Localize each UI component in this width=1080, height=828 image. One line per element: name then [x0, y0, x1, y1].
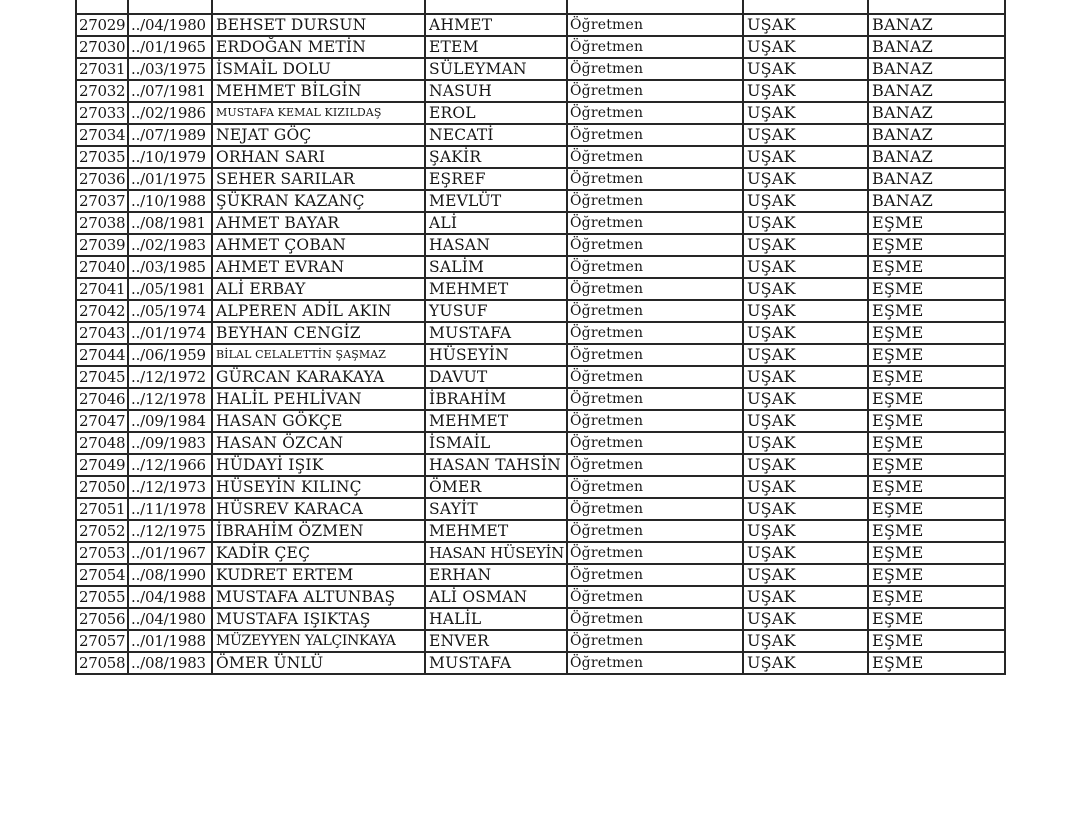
- full-name-cell: KUDRET ERTEM: [212, 564, 425, 586]
- full-name-cell: HASAN GÖKÇE: [212, 410, 425, 432]
- father-name-cell: SÜLEYMAN: [425, 58, 567, 80]
- city-cell: UŞAK: [743, 388, 868, 410]
- table-row: [76, 234, 1005, 256]
- job-title-cell: Öğretmen: [567, 652, 743, 674]
- full-name-cell: MUSTAFA ALTUNBAŞ: [212, 586, 425, 608]
- full-name-cell: ÖMER ÜNLÜ: [212, 652, 425, 674]
- full-name-cell: ALİ ERBAY: [212, 278, 425, 300]
- record-number-cell: 27037: [76, 190, 128, 212]
- city-cell: UŞAK: [743, 146, 868, 168]
- birth-date-cell: ../04/1980: [128, 608, 212, 630]
- full-name-cell: GÜRCAN KARAKAYA: [212, 366, 425, 388]
- full-name-cell: HÜDAYİ IŞIK: [212, 454, 425, 476]
- city-cell: UŞAK: [743, 36, 868, 58]
- father-name-cell: ETEM: [425, 36, 567, 58]
- record-number-cell: 27047: [76, 410, 128, 432]
- father-name-cell: HÜSEYİN: [425, 344, 567, 366]
- record-number-cell: 27044: [76, 344, 128, 366]
- record-number-cell: 27034: [76, 124, 128, 146]
- job-title-cell: Öğretmen: [567, 454, 743, 476]
- record-number-cell: 27048: [76, 432, 128, 454]
- father-name-cell: HALİL: [425, 608, 567, 630]
- table-row: [76, 322, 1005, 344]
- table-row: [76, 124, 1005, 146]
- district-cell: EŞME: [868, 564, 1005, 586]
- birth-date-cell: ../05/1974: [128, 300, 212, 322]
- job-title-cell: Öğretmen: [567, 498, 743, 520]
- full-name-cell: BEHSET DURSUN: [212, 14, 425, 36]
- job-title-cell: Öğretmen: [567, 168, 743, 190]
- birth-date-cell: ../04/1980: [128, 14, 212, 36]
- father-name-cell: MEHMET: [425, 278, 567, 300]
- district-cell: EŞME: [868, 344, 1005, 366]
- table-row: [76, 58, 1005, 80]
- father-name-cell: HASAN HÜSEYİN: [425, 542, 567, 564]
- full-name-cell: ŞÜKRAN KAZANÇ: [212, 190, 425, 212]
- table-header-row: [76, 0, 1005, 14]
- district-cell: EŞME: [868, 322, 1005, 344]
- father-name-cell: MUSTAFA: [425, 322, 567, 344]
- district-cell: EŞME: [868, 432, 1005, 454]
- district-cell: EŞME: [868, 410, 1005, 432]
- job-title-cell: Öğretmen: [567, 58, 743, 80]
- birth-date-cell: ../12/1973: [128, 476, 212, 498]
- full-name-cell: NEJAT GÖÇ: [212, 124, 425, 146]
- birth-date-cell: ../02/1986: [128, 102, 212, 124]
- birth-date-cell: ../01/1965: [128, 36, 212, 58]
- table-row: [76, 14, 1005, 36]
- city-cell: UŞAK: [743, 608, 868, 630]
- city-cell: UŞAK: [743, 256, 868, 278]
- birth-date-cell: ../04/1988: [128, 586, 212, 608]
- record-number-cell: 27045: [76, 366, 128, 388]
- birth-date-cell: ../03/1975: [128, 58, 212, 80]
- full-name-cell: MEHMET BİLGİN: [212, 80, 425, 102]
- birth-date-cell: ../07/1981: [128, 80, 212, 102]
- job-title-cell: Öğretmen: [567, 124, 743, 146]
- record-number-cell: 27039: [76, 234, 128, 256]
- birth-date-cell: ../10/1979: [128, 146, 212, 168]
- table-row: [76, 366, 1005, 388]
- district-cell: BANAZ: [868, 58, 1005, 80]
- father-name-cell: DAVUT: [425, 366, 567, 388]
- full-name-cell: İBRAHİM ÖZMEN: [212, 520, 425, 542]
- full-name-cell: İSMAİL DOLU: [212, 58, 425, 80]
- job-title-cell: Öğretmen: [567, 344, 743, 366]
- father-name-cell: MEHMET: [425, 410, 567, 432]
- full-name-cell: BEYHAN CENGİZ: [212, 322, 425, 344]
- birth-date-cell: ../12/1966: [128, 454, 212, 476]
- record-number-cell: 27043: [76, 322, 128, 344]
- city-cell: UŞAK: [743, 564, 868, 586]
- record-number-cell: 27049: [76, 454, 128, 476]
- birth-date-cell: ../03/1985: [128, 256, 212, 278]
- father-name-cell: ERHAN: [425, 564, 567, 586]
- district-cell: EŞME: [868, 586, 1005, 608]
- city-cell: UŞAK: [743, 102, 868, 124]
- job-title-cell: Öğretmen: [567, 608, 743, 630]
- record-number-cell: 27052: [76, 520, 128, 542]
- district-cell: EŞME: [868, 454, 1005, 476]
- record-number-cell: 27050: [76, 476, 128, 498]
- birth-date-cell: ../12/1972: [128, 366, 212, 388]
- city-cell: UŞAK: [743, 520, 868, 542]
- father-name-cell: EROL: [425, 102, 567, 124]
- header-cell: [76, 0, 128, 14]
- table-row: [76, 388, 1005, 410]
- record-number-cell: 27038: [76, 212, 128, 234]
- table-row: [76, 498, 1005, 520]
- city-cell: UŞAK: [743, 630, 868, 652]
- full-name-cell: SEHER SARILAR: [212, 168, 425, 190]
- job-title-cell: Öğretmen: [567, 366, 743, 388]
- job-title-cell: Öğretmen: [567, 630, 743, 652]
- table-row: [76, 168, 1005, 190]
- job-title-cell: Öğretmen: [567, 388, 743, 410]
- district-cell: EŞME: [868, 388, 1005, 410]
- full-name-cell: AHMET EVRAN: [212, 256, 425, 278]
- table-row: [76, 586, 1005, 608]
- city-cell: UŞAK: [743, 322, 868, 344]
- record-number-cell: 27055: [76, 586, 128, 608]
- district-cell: EŞME: [868, 278, 1005, 300]
- district-cell: EŞME: [868, 630, 1005, 652]
- job-title-cell: Öğretmen: [567, 322, 743, 344]
- header-cell: [567, 0, 743, 14]
- record-number-cell: 27030: [76, 36, 128, 58]
- birth-date-cell: ../08/1981: [128, 212, 212, 234]
- district-cell: EŞME: [868, 608, 1005, 630]
- record-number-cell: 27032: [76, 80, 128, 102]
- full-name-cell: ALPEREN ADİL AKIN: [212, 300, 425, 322]
- job-title-cell: Öğretmen: [567, 36, 743, 58]
- district-cell: BANAZ: [868, 124, 1005, 146]
- job-title-cell: Öğretmen: [567, 146, 743, 168]
- city-cell: UŞAK: [743, 542, 868, 564]
- record-number-cell: 27036: [76, 168, 128, 190]
- job-title-cell: Öğretmen: [567, 520, 743, 542]
- city-cell: UŞAK: [743, 190, 868, 212]
- district-cell: BANAZ: [868, 80, 1005, 102]
- father-name-cell: ÖMER: [425, 476, 567, 498]
- header-cell: [128, 0, 212, 14]
- father-name-cell: İBRAHİM: [425, 388, 567, 410]
- table-row: [76, 80, 1005, 102]
- table-row: [76, 190, 1005, 212]
- job-title-cell: Öğretmen: [567, 256, 743, 278]
- district-cell: EŞME: [868, 498, 1005, 520]
- record-number-cell: 27046: [76, 388, 128, 410]
- district-cell: BANAZ: [868, 36, 1005, 58]
- birth-date-cell: ../01/1974: [128, 322, 212, 344]
- full-name-cell: HÜSEYİN KILINÇ: [212, 476, 425, 498]
- full-name-cell: HASAN ÖZCAN: [212, 432, 425, 454]
- city-cell: UŞAK: [743, 498, 868, 520]
- job-title-cell: Öğretmen: [567, 564, 743, 586]
- job-title-cell: Öğretmen: [567, 542, 743, 564]
- record-number-cell: 27057: [76, 630, 128, 652]
- table-row: [76, 454, 1005, 476]
- district-cell: BANAZ: [868, 102, 1005, 124]
- birth-date-cell: ../09/1983: [128, 432, 212, 454]
- father-name-cell: NASUH: [425, 80, 567, 102]
- record-number-cell: 27051: [76, 498, 128, 520]
- job-title-cell: Öğretmen: [567, 190, 743, 212]
- table-row: [76, 256, 1005, 278]
- full-name-cell: AHMET ÇOBAN: [212, 234, 425, 256]
- birth-date-cell: ../05/1981: [128, 278, 212, 300]
- district-cell: BANAZ: [868, 190, 1005, 212]
- city-cell: UŞAK: [743, 14, 868, 36]
- table-row: [76, 564, 1005, 586]
- table-body: [76, 0, 1005, 674]
- full-name-cell: AHMET BAYAR: [212, 212, 425, 234]
- job-title-cell: Öğretmen: [567, 80, 743, 102]
- full-name-cell: MÜZEYYEN YALÇINKAYA: [212, 630, 425, 652]
- district-cell: BANAZ: [868, 146, 1005, 168]
- father-name-cell: MEHMET: [425, 520, 567, 542]
- father-name-cell: SALİM: [425, 256, 567, 278]
- birth-date-cell: ../06/1959: [128, 344, 212, 366]
- district-cell: BANAZ: [868, 168, 1005, 190]
- birth-date-cell: ../08/1990: [128, 564, 212, 586]
- record-number-cell: 27058: [76, 652, 128, 674]
- table-row: [76, 608, 1005, 630]
- father-name-cell: İSMAİL: [425, 432, 567, 454]
- district-cell: EŞME: [868, 520, 1005, 542]
- city-cell: UŞAK: [743, 300, 868, 322]
- full-name-cell: MUSTAFA KEMAL KIZILDAŞ: [212, 102, 425, 124]
- birth-date-cell: ../01/1975: [128, 168, 212, 190]
- full-name-cell: HALİL PEHLİVAN: [212, 388, 425, 410]
- district-cell: EŞME: [868, 234, 1005, 256]
- job-title-cell: Öğretmen: [567, 410, 743, 432]
- record-number-cell: 27033: [76, 102, 128, 124]
- table-row: [76, 300, 1005, 322]
- full-name-cell: ORHAN SARI: [212, 146, 425, 168]
- header-cell: [743, 0, 868, 14]
- city-cell: UŞAK: [743, 212, 868, 234]
- record-number-cell: 27053: [76, 542, 128, 564]
- table-row: [76, 542, 1005, 564]
- district-cell: BANAZ: [868, 14, 1005, 36]
- personnel-list-table: [75, 0, 1006, 675]
- father-name-cell: SAYİT: [425, 498, 567, 520]
- table-row: [76, 146, 1005, 168]
- city-cell: UŞAK: [743, 432, 868, 454]
- father-name-cell: NECATİ: [425, 124, 567, 146]
- city-cell: UŞAK: [743, 476, 868, 498]
- job-title-cell: Öğretmen: [567, 278, 743, 300]
- table-row: [76, 652, 1005, 674]
- table-row: [76, 278, 1005, 300]
- table-row: [76, 630, 1005, 652]
- record-number-cell: 27031: [76, 58, 128, 80]
- city-cell: UŞAK: [743, 234, 868, 256]
- birth-date-cell: ../09/1984: [128, 410, 212, 432]
- table-row: [76, 410, 1005, 432]
- birth-date-cell: ../12/1978: [128, 388, 212, 410]
- city-cell: UŞAK: [743, 344, 868, 366]
- record-number-cell: 27035: [76, 146, 128, 168]
- district-cell: EŞME: [868, 212, 1005, 234]
- district-cell: EŞME: [868, 366, 1005, 388]
- record-number-cell: 27056: [76, 608, 128, 630]
- father-name-cell: ALİ OSMAN: [425, 586, 567, 608]
- birth-date-cell: ../07/1989: [128, 124, 212, 146]
- birth-date-cell: ../12/1975: [128, 520, 212, 542]
- job-title-cell: Öğretmen: [567, 234, 743, 256]
- birth-date-cell: ../02/1983: [128, 234, 212, 256]
- header-cell: [212, 0, 425, 14]
- table-row: [76, 344, 1005, 366]
- job-title-cell: Öğretmen: [567, 102, 743, 124]
- city-cell: UŞAK: [743, 58, 868, 80]
- record-number-cell: 27029: [76, 14, 128, 36]
- father-name-cell: AHMET: [425, 14, 567, 36]
- city-cell: UŞAK: [743, 278, 868, 300]
- city-cell: UŞAK: [743, 410, 868, 432]
- full-name-cell: MUSTAFA IŞIKTAŞ: [212, 608, 425, 630]
- birth-date-cell: ../01/1988: [128, 630, 212, 652]
- table-row: [76, 432, 1005, 454]
- city-cell: UŞAK: [743, 80, 868, 102]
- father-name-cell: ŞAKİR: [425, 146, 567, 168]
- city-cell: UŞAK: [743, 586, 868, 608]
- father-name-cell: HASAN: [425, 234, 567, 256]
- job-title-cell: Öğretmen: [567, 476, 743, 498]
- table-row: [76, 212, 1005, 234]
- job-title-cell: Öğretmen: [567, 432, 743, 454]
- record-number-cell: 27041: [76, 278, 128, 300]
- full-name-cell: HÜSREV KARACA: [212, 498, 425, 520]
- table-row: [76, 102, 1005, 124]
- birth-date-cell: ../10/1988: [128, 190, 212, 212]
- table-row: [76, 520, 1005, 542]
- record-number-cell: 27054: [76, 564, 128, 586]
- district-cell: EŞME: [868, 652, 1005, 674]
- father-name-cell: ENVER: [425, 630, 567, 652]
- header-cell: [868, 0, 1005, 14]
- birth-date-cell: ../01/1967: [128, 542, 212, 564]
- district-cell: EŞME: [868, 476, 1005, 498]
- job-title-cell: Öğretmen: [567, 586, 743, 608]
- father-name-cell: MEVLÜT: [425, 190, 567, 212]
- header-cell: [425, 0, 567, 14]
- record-number-cell: 27042: [76, 300, 128, 322]
- father-name-cell: YUSUF: [425, 300, 567, 322]
- city-cell: UŞAK: [743, 652, 868, 674]
- table-row: [76, 36, 1005, 58]
- job-title-cell: Öğretmen: [567, 300, 743, 322]
- father-name-cell: HASAN TAHSİN: [425, 454, 567, 476]
- birth-date-cell: ../08/1983: [128, 652, 212, 674]
- city-cell: UŞAK: [743, 454, 868, 476]
- father-name-cell: MUSTAFA: [425, 652, 567, 674]
- city-cell: UŞAK: [743, 124, 868, 146]
- full-name-cell: ERDOĞAN METİN: [212, 36, 425, 58]
- district-cell: EŞME: [868, 300, 1005, 322]
- full-name-cell: BİLAL CELALETTİN ŞAŞMAZ: [212, 344, 425, 366]
- birth-date-cell: ../11/1978: [128, 498, 212, 520]
- father-name-cell: EŞREF: [425, 168, 567, 190]
- district-cell: EŞME: [868, 256, 1005, 278]
- city-cell: UŞAK: [743, 366, 868, 388]
- job-title-cell: Öğretmen: [567, 212, 743, 234]
- father-name-cell: ALİ: [425, 212, 567, 234]
- district-cell: EŞME: [868, 542, 1005, 564]
- record-number-cell: 27040: [76, 256, 128, 278]
- job-title-cell: Öğretmen: [567, 14, 743, 36]
- city-cell: UŞAK: [743, 168, 868, 190]
- full-name-cell: KADİR ÇEÇ: [212, 542, 425, 564]
- table-row: [76, 476, 1005, 498]
